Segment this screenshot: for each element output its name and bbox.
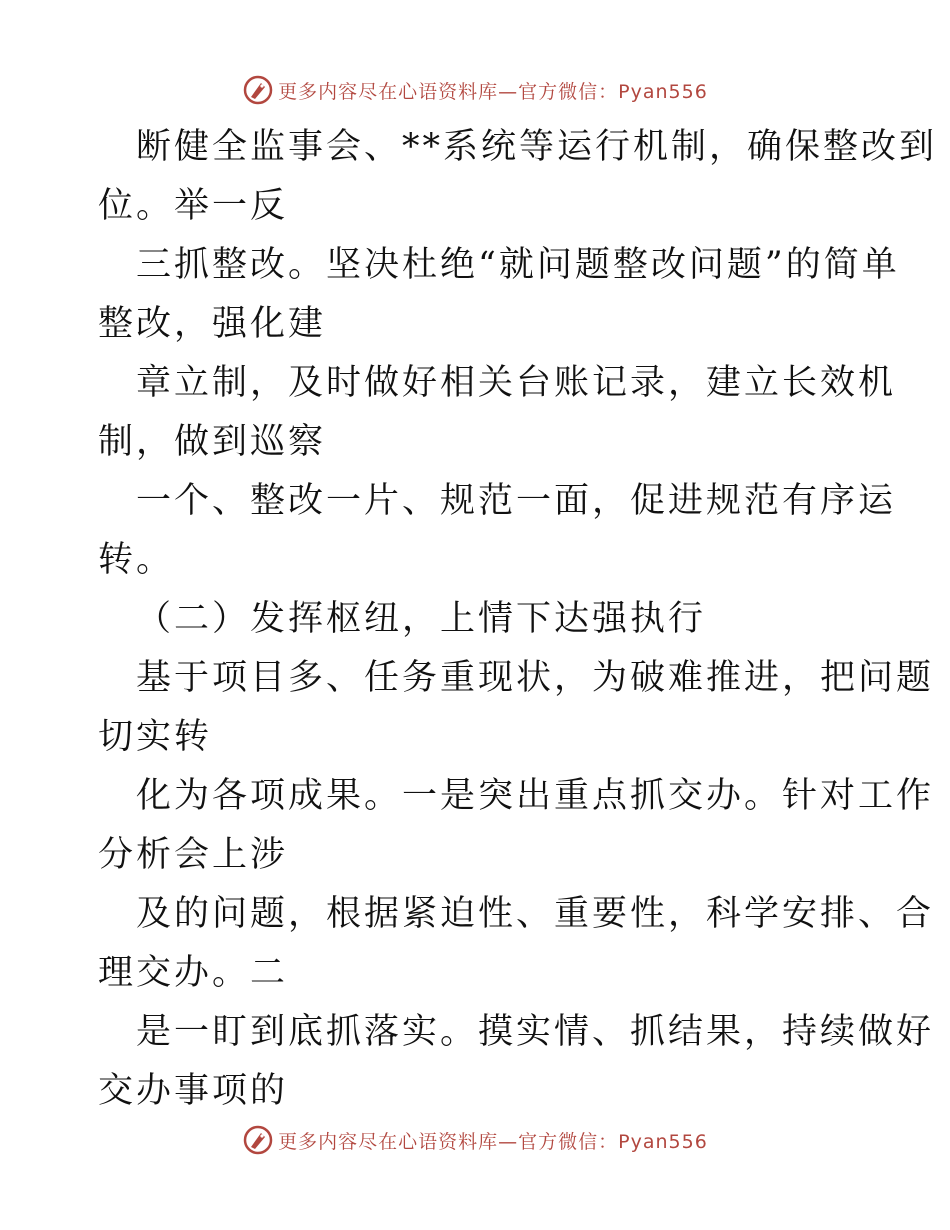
body-line: 制，做到巡察 [98,422,327,462]
body-line: 章立制，及时做好相关台账记录，建立长效机 [136,363,897,403]
pen-nib-logo-icon [242,74,274,106]
body-line: 基于项目多、任务重现状，为破难推进，把问题 [136,658,935,698]
header-banner-text: 更多内容尽在心语资料库—官方微信：Pyan556 [278,80,708,103]
body-line: 理交办。二 [98,953,289,993]
body-line: 交办事项的 [98,1071,289,1111]
body-line: 三抓整改。坚决杜绝“就问题整改问题”的简单 [136,245,900,285]
body-line: 位。举一反 [98,186,289,226]
body-line: 及的问题，根据紧迫性、重要性，科学安排、合 [136,894,935,934]
body-line: 切实转 [98,717,213,757]
footer-banner-text: 更多内容尽在心语资料库—官方微信：Pyan556 [278,1130,708,1153]
section-heading: （二）发挥枢纽，上情下达强执行 [136,599,707,639]
body-line: 是一盯到底抓落实。摸实情、抓结果，持续做好 [136,1012,935,1052]
document-body [98,118,938,1121]
body-line: 转。 [98,540,175,580]
body-line: 分析会上涉 [98,835,289,875]
body-line: 一个、整改一片、规范一面，促进规范有序运 [136,481,897,521]
body-line: 断健全监事会、**系统等运行机制，确保整改到 [136,127,938,167]
pen-nib-logo-icon [242,1124,274,1156]
body-line: 整改，强化建 [98,304,327,344]
header-banner [0,70,950,110]
footer-banner [0,1120,950,1160]
body-line: 化为各项成果。一是突出重点抓交办。针对工作 [136,776,935,816]
